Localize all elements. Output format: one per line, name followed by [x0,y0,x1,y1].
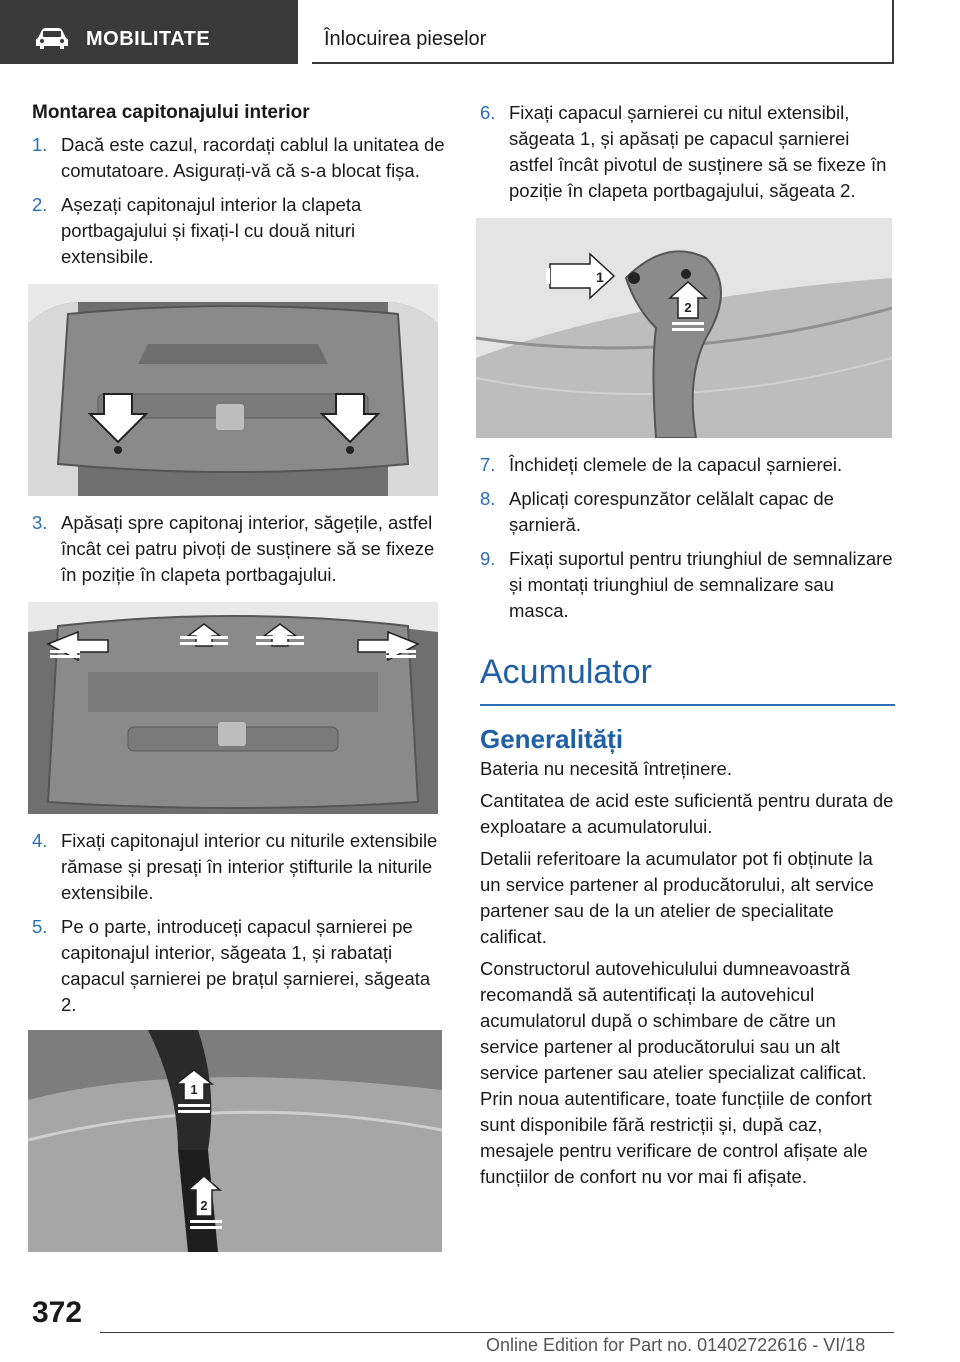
step-9 [480,546,895,624]
step-3 [32,510,447,588]
step-text: Apăsați spre capitonaj interior, săgețile, astfel încât cei patru pivoți de susținere să se fixeze în poziție în clapeta portbagajului. [61,512,435,585]
right-column [480,100,895,1196]
step-text: Aplicați corespunzător celălalt capac de șarnieră. [509,488,834,535]
step-number: 5. [32,916,48,937]
paragraph: Constructorul autovehiculului dumneavoastră recomandă să autentificați la autovehicul acumulatorul după o schimbare de către un service partener al producătorului sau un alt service partener sau atelier specializat calificat. Prin noua autentificare, toate funcțiile de confort sunt disponibile fără restricții și, după caz, mesajele pentru verificare de control afișate ale funcțiilor de confort nu vor mai fi afișate. [480,958,872,1187]
step-4 [32,828,447,906]
footer-divider [100,1332,894,1333]
step-number: 7. [480,454,496,475]
step-text: Pe o parte, introduceți capacul șarnierei pe capitonajul interior, săgeata 1, și rabatați capacul șarnierei pe brațul șarnierei, săgeata 2. [61,916,431,1015]
step-number: 8. [480,488,496,509]
figure-trim-panel-four-arrows [28,602,438,814]
arrow-label-2: 2 [200,1198,208,1213]
left-column [32,100,447,1252]
step-text: Închideți clemele de la capacul șarnierei. [509,454,843,475]
page-number: 372 [32,1296,83,1329]
step-number: 2. [32,194,48,215]
arrow-label-1: 1 [190,1082,198,1097]
paragraph: Bateria nu necesită întreținere. [480,758,732,779]
arrow-label-2: 2 [684,300,692,315]
header-chapter-label: Înlocuirea pieselor [324,28,487,50]
step-7 [480,452,895,478]
step-1 [32,132,447,184]
header-section-label: MOBILITATE [86,28,211,50]
step-text: Fixați suportul pentru triunghiul de semnalizare și montați triunghiul de semnalizare sau masca. [509,548,893,621]
step-text: Fixați capitonajul interior cu niturile extensibile rămase și presați în interior știfturile la niturile extensibile. [61,830,438,903]
section-title: Acumulator [480,650,895,706]
header-section-tab [0,0,298,64]
step-6 [480,100,895,204]
paragraph: Cantitatea de acid este suficientă pentru durata de exploatare a acumulatorului. [480,790,894,837]
step-2 [32,192,447,270]
step-number: 3. [32,512,48,533]
step-number: 4. [32,830,48,851]
step-5 [32,914,447,1018]
step-text: Fixați capacul șarnierei cu nitul extensibil, săgeata 1, și apăsați pe capacul șarnierei astfel încât pivotul de susținere să se fixeze în poziție în clapeta portbagajului, săgeata 2. [509,102,887,201]
step-text: Așezați capitonajul interior la clapeta portbagajului și fixați-l cu două nituri extensibile. [61,194,362,267]
step-8 [480,486,895,538]
car-icon [34,26,70,50]
step-number: 6. [480,102,496,123]
figure-hinge-cover-left [28,1030,442,1252]
step-text: Dacă este cazul, racordați cablul la unitatea de comutatoare. Asigurați-vă că s-a blocat fișa. [61,134,445,181]
step-number: 1. [32,134,48,155]
section-heading: Montarea capitonajului interior [32,102,310,123]
subsection-title: Generalități [480,724,624,754]
step-number: 9. [480,548,496,569]
footer-edition: Online Edition for Part no. 01402722616 - VI/18 [486,1335,866,1355]
figure-hinge-cover-pivot [476,218,892,438]
header-chapter-tab [312,0,894,64]
paragraph: Detalii referitoare la acumulator pot fi obținute la un service partener al producătorului, alt service partener sau de la un atelier de specialitate calificat. [480,848,874,947]
figure-trim-panel-two-arrows [28,284,438,496]
arrow-label-1: 1 [596,269,604,285]
